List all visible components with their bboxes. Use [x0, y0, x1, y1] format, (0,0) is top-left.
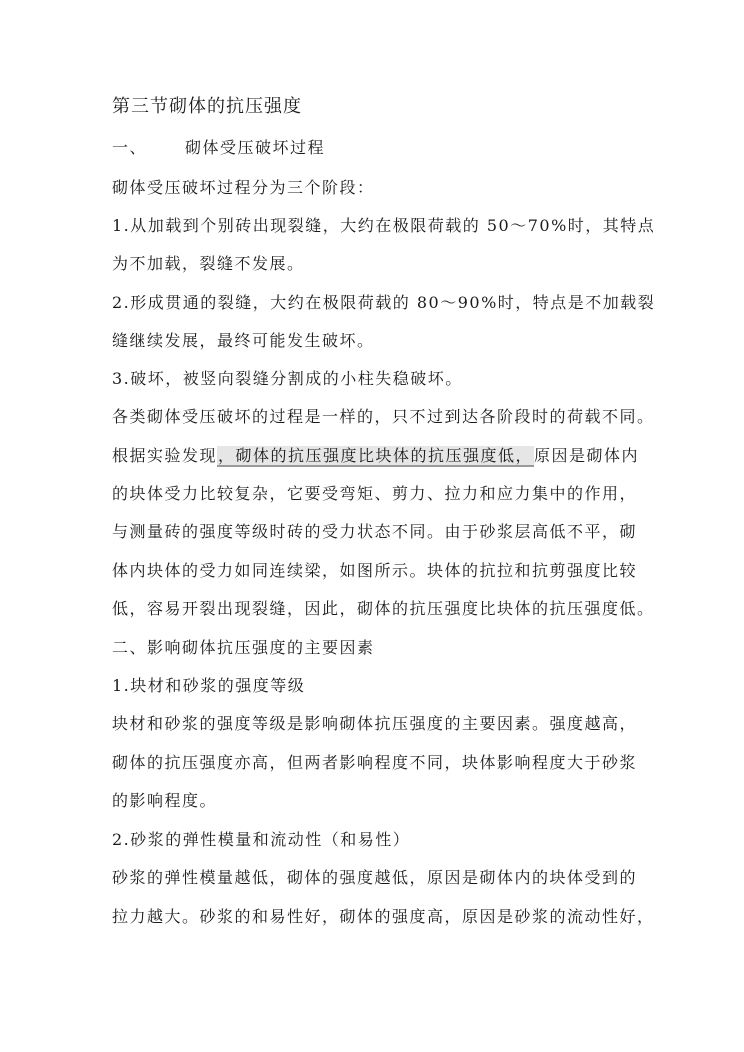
paragraph-line: 的影响程度。: [112, 791, 218, 810]
paragraph-line: 缝继续发展，最终可能发生破坏。: [112, 331, 375, 350]
text-segment: 原因是砌体内: [534, 446, 640, 465]
paragraph-line: 的块体受力比较复杂，它要受弯矩、剪力、拉力和应力集中的作用，: [112, 484, 638, 503]
highlighted-text[interactable]: ，砌体的抗压强度比块体的抗压强度低，: [218, 446, 534, 465]
subheading: 2.砂浆的弹性模量和流动性（和易性）: [112, 830, 411, 849]
paragraph-line: 1.从加载到个别砖出现裂缝，大约在极限荷载的 50～70%时，其特点: [112, 216, 656, 235]
paragraph-line: 砂浆的弹性模量越低，砌体的强度越低，原因是砌体内的块体受到的: [112, 868, 638, 887]
paragraph-line: 低，容易开裂出现裂缝，因此，砌体的抗压强度比块体的抗压强度低。: [112, 599, 655, 618]
page-title: 第三节砌体的抗压强度: [112, 96, 302, 117]
paragraph-line-highlighted: [112, 444, 639, 468]
paragraph-line: 砌体受压破坏过程分为三个阶段：: [112, 178, 375, 197]
section-number: 一、: [112, 138, 148, 157]
paragraph-line: 拉力越大。砂浆的和易性好，砌体的强度高，原因是砂浆的流动性好，: [112, 907, 655, 926]
section-heading-1: [112, 136, 325, 160]
paragraph-line: 各类砌体受压破坏的过程是一样的，只不过到达各阶段时的荷载不同。: [112, 407, 655, 426]
paragraph-line: 2.形成贯通的裂缝，大约在极限荷载的 80～90%时，特点是不加载裂: [112, 293, 656, 312]
section-heading-2: 二、影响砌体抗压强度的主要因素: [112, 638, 375, 657]
paragraph-line: 砌体的抗压强度亦高，但两者影响程度不同，块体影响程度大于砂浆: [112, 753, 638, 772]
paragraph-line: 3.破坏，被竖向裂缝分割成的小柱失稳破坏。: [112, 369, 463, 388]
subheading: 1.块材和砂浆的强度等级: [112, 676, 306, 695]
paragraph-line: 体内块体的受力如同连续梁，如图所示。块体的抗拉和抗剪强度比较: [112, 561, 638, 580]
text-segment: 根据实验发现: [112, 446, 218, 465]
paragraph-line: 块材和砂浆的强度等级是影响砌体抗压强度的主要因素。强度越高，: [112, 714, 638, 733]
paragraph-line: 为不加载，裂缝不发展。: [112, 254, 305, 273]
paragraph-line: 与测量砖的强度等级时砖的受力状态不同。由于砂浆层高低不平，砌: [112, 522, 638, 541]
section-heading-text: 砌体受压破坏过程: [185, 138, 326, 157]
